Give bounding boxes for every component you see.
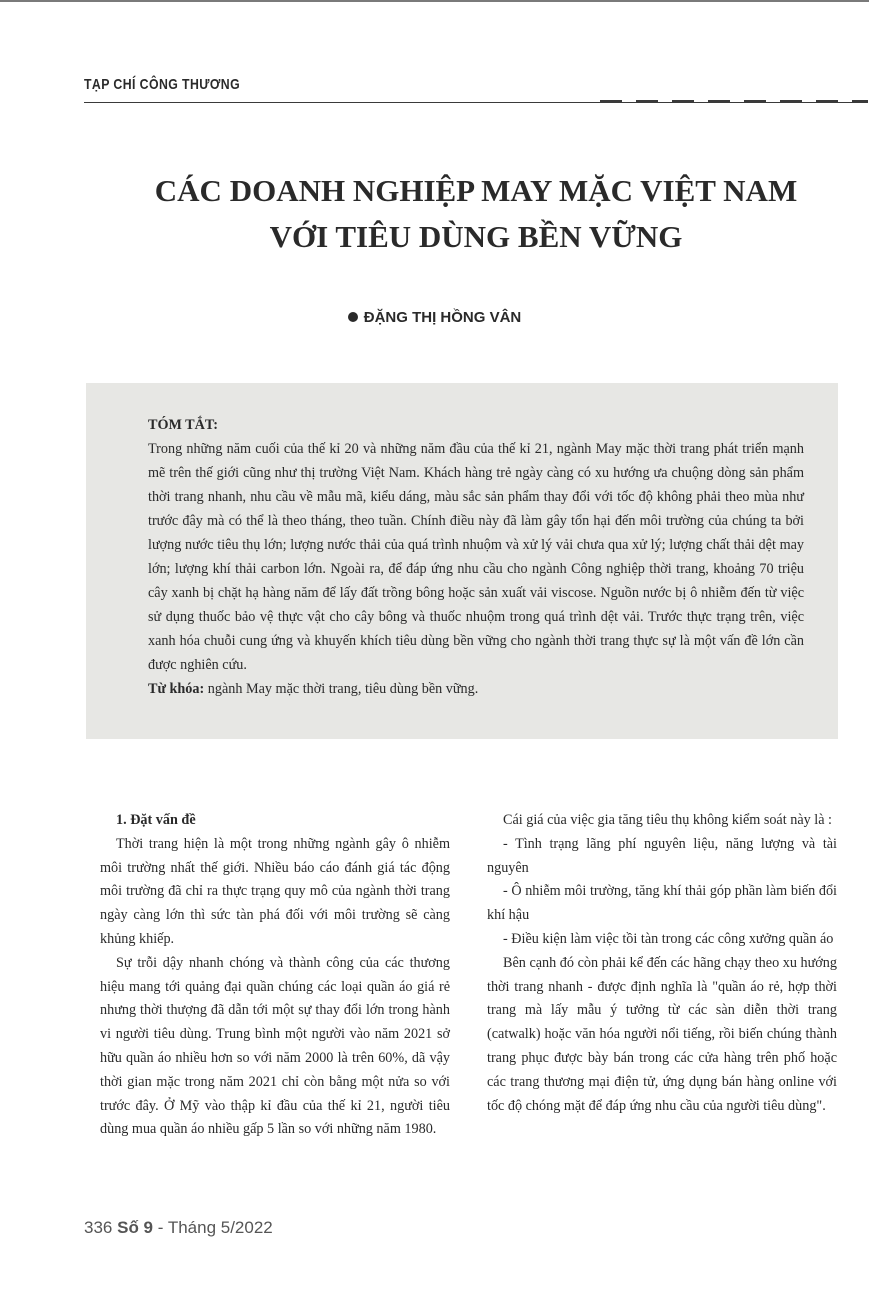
keywords-text: ngành May mặc thời trang, tiêu dùng bền vững. — [207, 681, 479, 697]
title-line-2: VỚI TIÊU DÙNG BỀN VỮNG — [269, 219, 683, 254]
author-line — [0, 309, 869, 326]
left-column — [100, 809, 450, 1142]
left-paragraph-1: Thời trang hiện là một trong những ngành gây ô nhiễm môi trường nhất thế giới. Nhiều báo cáo đánh giá tác động môi trường đã chỉ ra thực trạng quy mô của ngành thời trang ngày càng lớn thì sức tàn phá đối với môi trường sẽ càng khủng khiếp. — [100, 835, 450, 947]
header-rule — [84, 102, 868, 103]
right-paragraph: Bên cạnh đó còn phải kể đến các hãng chạy theo xu hướng thời trang nhanh - được định nghĩa là "quần áo rẻ, hợp thời trang mà lấy mẫu ý tưởng từ các sàn diễn thời trang (catwalk) hoặc văn hóa người nổi tiếng, rồi biến chúng thành trang phục được bày bán trong các cửa hàng trên phố hoặc các trang thương mại điện tử, ứng dụng bán hàng online với tốc độ chóng mặt để đáp ứng nhu cầu của người tiêu dùng". — [487, 954, 837, 1114]
abstract-box — [86, 383, 838, 739]
article-title — [84, 168, 868, 260]
right-column — [487, 809, 837, 1118]
top-border-line — [0, 0, 869, 2]
abstract-heading: TÓM TẮT: — [148, 417, 219, 433]
bullet-item-1: - Tình trạng lãng phí nguyên liệu, năng lượng và tài nguyên — [487, 835, 837, 876]
keywords-label: Từ khóa: — [148, 681, 205, 697]
issue-date: - Tháng 5/2022 — [157, 1218, 273, 1237]
page-header — [0, 0, 869, 110]
abstract-body: Trong những năm cuối của thế kỉ 20 và những năm đầu của thế kỉ 21, ngành May mặc thời trang phát triển mạnh mẽ trên thế giới cũng như thị trường Việt Nam. Khách hàng trẻ ngày càng có xu hướng ưa chuộng dòng sản phẩm thời trang nhanh, nhu cầu về mẫu mã, kiểu dáng, màu sắc sản phẩm thay đổi với tốc độ không phải theo mùa như trước đây mà có thể là theo tháng, theo tuần. Chính điều này đã làm gây tổn hại đến môi trường của chúng ta bởi lượng nước tiêu thụ lớn; lượng nước thải của quá trình nhuộm và xử lý vải chưa qua xử lý; lượng chất thải dệt may lớn; lượng khí thải carbon lớn. Ngoài ra, để đáp ứng nhu cầu cho ngành Công nghiệp thời trang, khoảng 70 triệu cây xanh bị chặt hạ hàng năm để lấy đất trồng bông hoặc sản xuất vải viscose. Nguồn nước bị ô nhiễm đến từ việc sử dụng thuốc bảo vệ thực vật cho cây bông và thuốc nhuộm trong quá trình dệt vải. Trước thực trạng trên, việc xanh hóa chuỗi cung ứng và khuyến khích tiêu dùng bền vững cho ngành thời trang thực sự là một vấn đề lớn cần được nghiên cứu. — [148, 441, 804, 673]
abstract-content — [148, 413, 804, 701]
author-name: ĐẶNG THỊ HỒNG VÂN — [363, 309, 522, 326]
left-paragraph-2: Sự trỗi dậy nhanh chóng và thành công của các thương hiệu mang tới quảng đại quần chúng các loại quần áo giá rẻ nhưng thời thượng đã dẫn tới một sự thay đổi lớn trong hành vi người tiêu dùng. Trung bình một người vào năm 2021 sở hữu quần áo nhiều hơn so với năm 2000 là trên 60%, dã vậy thời gian mặc trong năm 2021 chỉ còn bằng một nửa so với trước đây. Ở Mỹ vào thập kỉ đầu của thế kỉ 21, người tiêu dùng mua quần áo nhiều gấp 5 lần so với những năm 1980. — [100, 954, 450, 1138]
page-footer — [84, 1218, 273, 1238]
right-intro: Cái giá của việc gia tăng tiêu thụ không kiểm soát này là : — [503, 812, 832, 828]
journal-name: TẠP CHÍ CÔNG THƯƠNG — [84, 76, 241, 93]
bullet-item-3: - Điều kiện làm việc tồi tàn trong các công xưởng quần áo — [503, 930, 834, 947]
title-line-1: CÁC DOANH NGHIỆP MAY MẶC VIỆT NAM — [154, 173, 798, 208]
section-heading: 1. Đặt vấn đề — [116, 812, 196, 828]
page-number: 336 — [84, 1218, 113, 1237]
keywords-line — [148, 677, 804, 701]
bullet-item-2: - Ô nhiễm môi trường, tăng khí thải góp phần làm biến đổi khí hậu — [487, 883, 837, 924]
bullet-dot-icon — [348, 312, 358, 322]
issue-number: Số 9 — [117, 1218, 154, 1237]
